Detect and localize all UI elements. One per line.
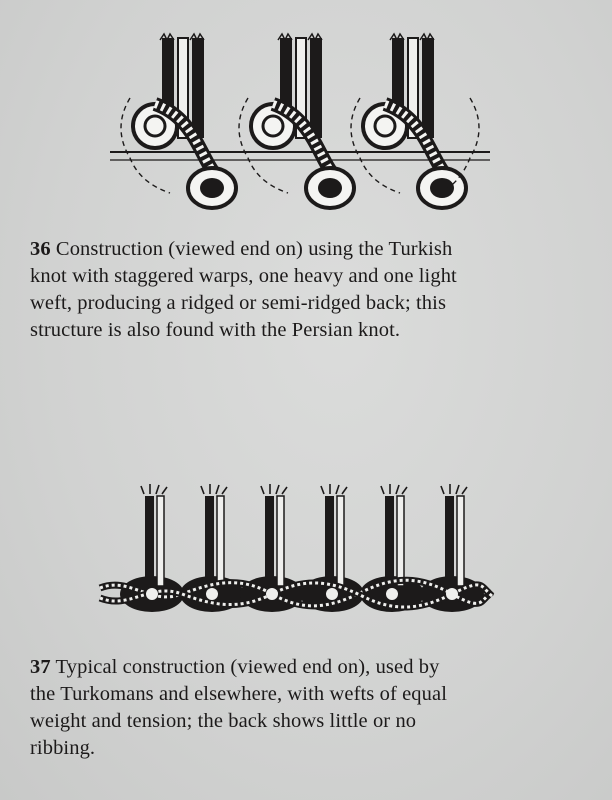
caption-line: weight and tension; the back shows little or no: [30, 710, 417, 732]
caption-line: ribbing.: [30, 737, 96, 759]
caption-line: the Turkomans and elsewhere, with wefts of equal: [30, 683, 447, 705]
caption-line: knot with staggered warps, one heavy and one light: [30, 265, 457, 287]
figure-36-knot-3: [351, 34, 479, 208]
caption-line: [30, 236, 590, 263]
caption-text: Construction (viewed end on) using the Turkish: [50, 238, 453, 260]
figure-37-illustration: [90, 476, 500, 626]
figure-37-caption: [30, 654, 590, 762]
figure-37-pile-tufts: [141, 484, 467, 586]
caption-line: [30, 654, 590, 681]
figure-number: 36: [30, 238, 51, 260]
figure-36-caption: [30, 236, 590, 344]
figure-36-knot-1: [121, 34, 236, 208]
caption-line: weft, producing a ridged or semi-ridged back; this: [30, 292, 447, 314]
figure-36-illustration: [100, 28, 500, 228]
figure-36-knot-2: [239, 34, 354, 208]
caption-text: Typical construction (viewed end on), used by: [50, 656, 440, 678]
figure-number: 37: [30, 656, 51, 678]
caption-line: structure is also found with the Persian knot.: [30, 319, 401, 341]
